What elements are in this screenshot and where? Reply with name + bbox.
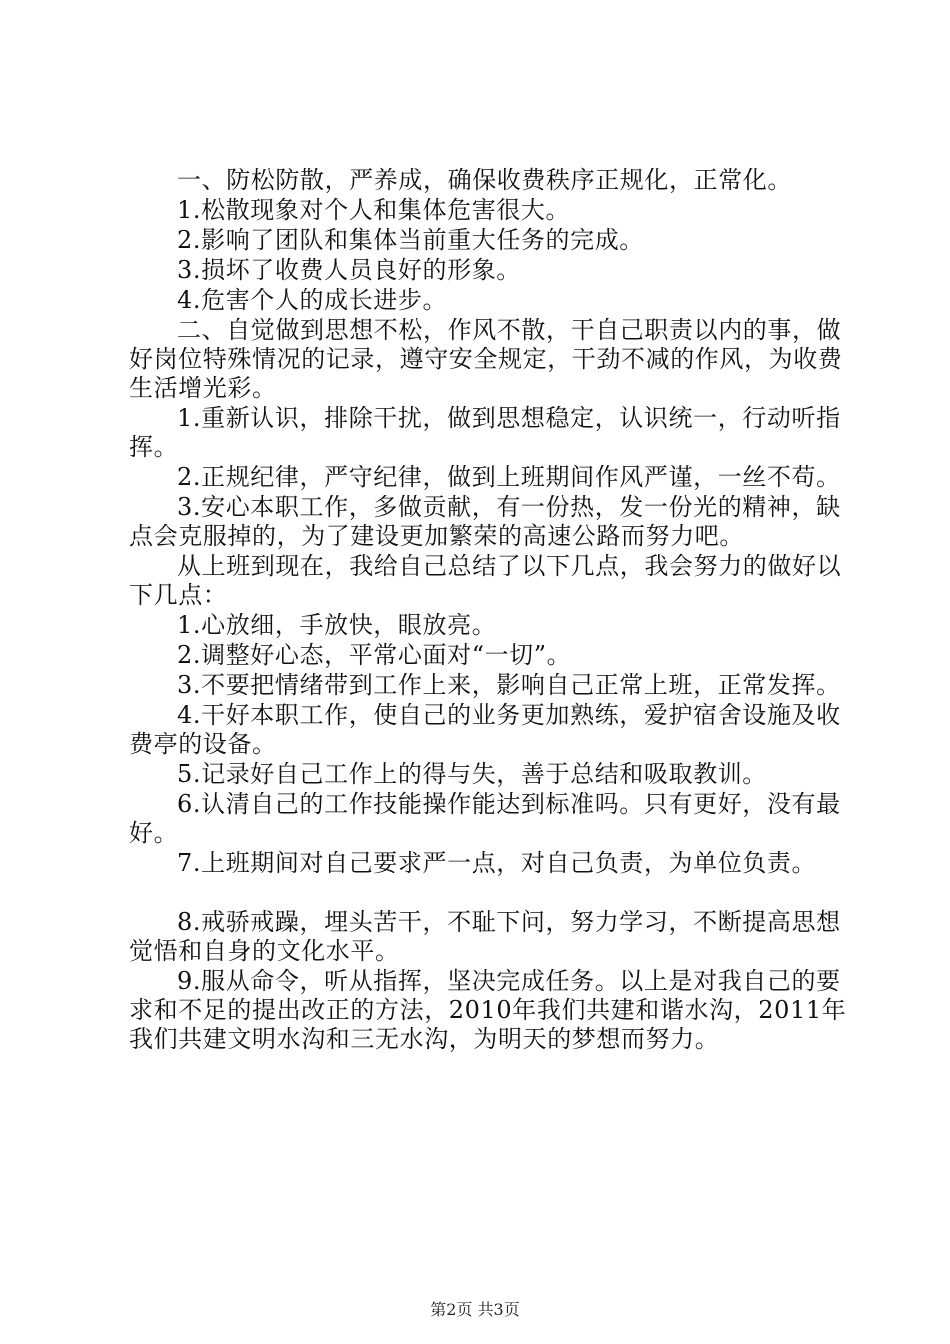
list-item: 2.调整好心态，平常心面对“一切”。 — [177, 641, 572, 669]
list-item: 2.影响了团队和集体当前重大任务的完成。 — [177, 226, 644, 254]
list-item: 4.危害个人的成长进步。 — [177, 286, 448, 314]
page-footer: 第2页 共3页 — [430, 1300, 520, 1319]
summary-intro: 从上班到现在，我给自己总结了以下几点，我会努力的做好以下几点： — [129, 552, 842, 609]
list-item: 3.安心本职工作，多做贡献，有一份热，发一份光的精神，缺点会克服掉的，为了建设更加繁荣的高速公路而努力吧。 — [129, 493, 841, 550]
list-item: 5.记录好自己工作上的得与失，善于总结和吸取教训。 — [177, 760, 767, 788]
list-item: 3.不要把情绪带到工作上来，影响自己正常上班，正常发挥。 — [177, 671, 841, 699]
list-item: 1.重新认识，排除干扰，做到思想稳定，认识统一，行动听指挥。 — [129, 404, 841, 461]
list-item: 1.松散现象对个人和集体危害很大。 — [177, 196, 571, 224]
list-item: 1.心放细，手放快，眼放亮。 — [177, 611, 497, 639]
list-item: 8.戒骄戒躁，埋头苦干，不耻下问，努力学习，不断提高思想觉悟和自身的文化水平。 — [129, 908, 841, 965]
list-item: 6.认清自己的工作技能操作能达到标准吗。只有更好，没有最好。 — [129, 790, 841, 847]
section-heading-1: 一、防松防散，严养成，确保收费秩序正规化，正常化。 — [177, 166, 792, 194]
list-item: 9.服从命令，听从指挥，坚决完成任务。以上是对我自己的要求和不足的提出改正的方法，2010年我们共建和谐水沟，2011年我们共建文明水沟和三无水沟，为明天的梦想而努力。 — [129, 967, 847, 1053]
list-item: 7.上班期间对自己要求严一点，对自己负责，为单位负责。 — [177, 849, 817, 877]
list-item: 2.正规纪律，严守纪律，做到上班期间作风严谨，一丝不苟。 — [177, 463, 841, 491]
section-heading-2: 二、自觉做到思想不松，作风不散，干自己职责以内的事，做好岗位特殊情况的记录，遵守安全规定，干劲不减的作风，为收费生活增光彩。 — [129, 316, 843, 402]
list-item: 3.损坏了收费人员良好的形象。 — [177, 256, 521, 284]
list-item: 4.干好本职工作，使自己的业务更加熟练，爱护宿舍设施及收费亭的设备。 — [129, 701, 841, 758]
document-body — [129, 166, 851, 1055]
